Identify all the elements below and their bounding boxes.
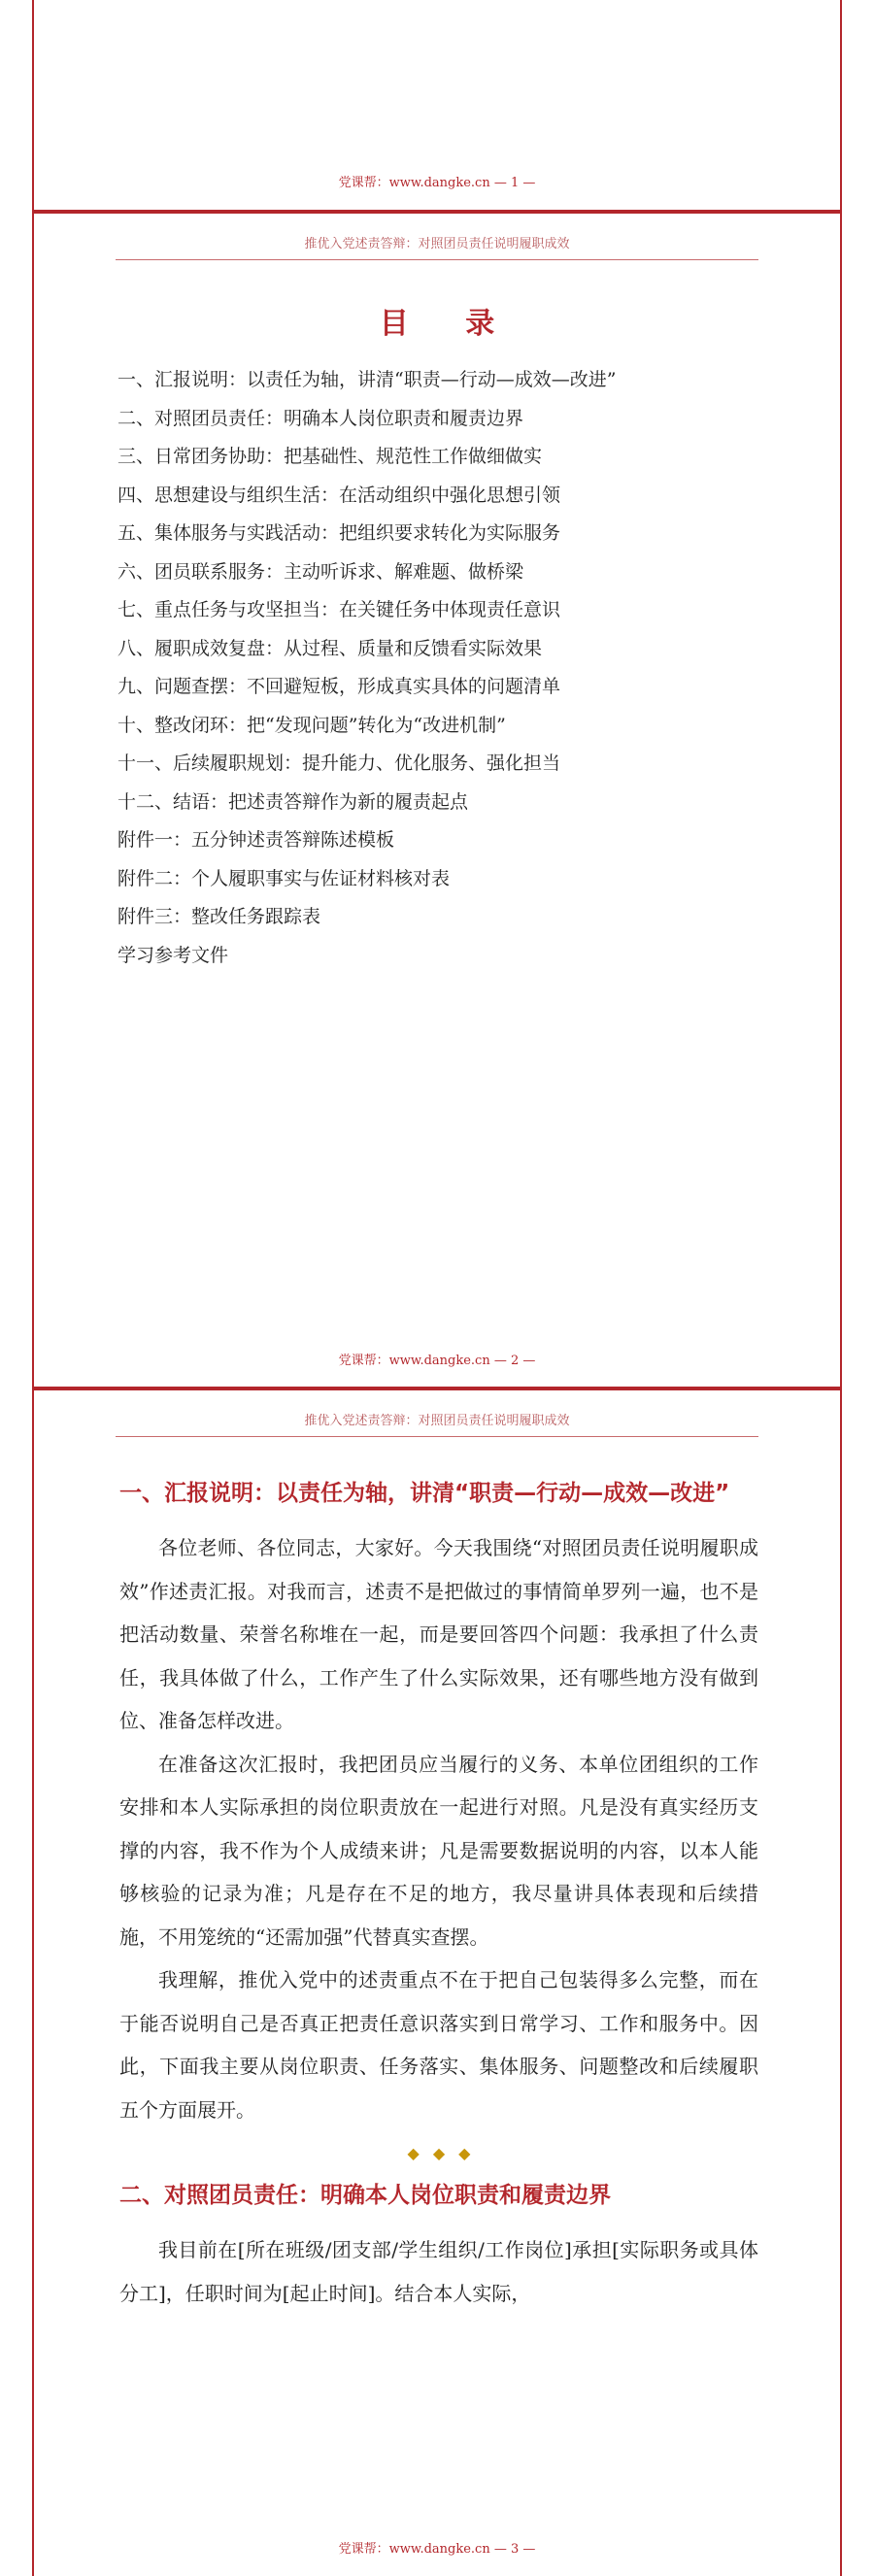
toc-item[interactable]: 十二、结语：把述责答辩作为新的履责起点: [118, 790, 469, 813]
toc-list: [118, 361, 616, 975]
page-content: [119, 1466, 758, 2315]
running-header: 推优入党述责答辩：对照团员责任说明履职成效: [116, 1410, 758, 1437]
toc-item[interactable]: 六、团员联系服务：主动听诉求、解难题、做桥梁: [118, 560, 524, 583]
toc-title: 目 录: [379, 307, 519, 341]
toc-item[interactable]: 三、日常团务协助：把基础性、规范性工作做细做实: [118, 446, 543, 467]
body-paragraph: 在准备这次汇报时，我把团员应当履行的义务、本单位团组织的工作安排和本人实际承担的岗位职责放在一起进行对照。凡是没有真实经历支撑的内容，我不作为个人成绩来讲；凡是需要数据说明的内容，以本人能够核验的记录为准；凡是存在不足的地方，我尽量讲具体表现和后续措施，不用笼统的“还需加强”代替真实查摆。: [119, 1752, 758, 1949]
section-heading: 二、对照团员责任：明确本人岗位职责和履责边界: [119, 2183, 611, 2208]
toc-item[interactable]: 附件一：五分钟述责答辩陈述模板: [118, 829, 395, 851]
toc-item[interactable]: 十、整改闭环：把“发现问题”转化为“改进机制”: [118, 714, 506, 736]
page-1: [32, 0, 842, 212]
toc-item[interactable]: 附件三：整改任务跟踪表: [118, 906, 321, 927]
page-footer: 党课帮：www.dangke.cn — 2 —: [338, 1354, 536, 1368]
toc-item[interactable]: 学习参考文件: [118, 944, 229, 966]
section-heading: 一、汇报说明：以责任为轴，讲清“职责—行动—成效—改进”: [119, 1481, 730, 1506]
running-header: 推优入党述责答辩：对照团员责任说明履职成效: [116, 233, 758, 260]
toc-item[interactable]: 一、汇报说明：以责任为轴，讲清“职责—行动—成效—改进”: [118, 369, 617, 390]
toc-item[interactable]: 二、对照团员责任：明确本人岗位职责和履责边界: [118, 407, 524, 429]
toc-item[interactable]: 五、集体服务与实践活动：把组织要求转化为实际服务: [118, 522, 561, 544]
toc-item[interactable]: 附件二：个人履职事实与佐证材料核对表: [118, 867, 451, 889]
body-paragraph: 我目前在[所在班级/团支部/学生组织/工作岗位]承担[实际职务或具体分工]，任职时间为[起止时间]。结合本人实际，: [119, 2238, 758, 2305]
section-divider: ◆◆◆: [407, 2144, 485, 2162]
toc-item[interactable]: 十一、后续履职规划：提升能力、优化服务、强化担当: [118, 753, 561, 774]
page-2: [32, 212, 842, 1388]
body-paragraph: 我理解，推优入党中的述责重点不在于把自己包装得多么完整，而在于能否说明自己是否真正把责任意识落实到日常学习、工作和服务中。因此，下面我主要从岗位职责、任务落实、集体服务、问题整改和后续履职五个方面展开。: [119, 1968, 758, 2122]
page-3: [32, 1388, 842, 2576]
page-footer: 党课帮：www.dangke.cn — 1 —: [338, 176, 536, 190]
body-paragraph: 各位老师、各位同志，大家好。今天我围绕“对照团员责任说明履职成效”作述责汇报。对我而言，述责不是把做过的事情简单罗列一遍，也不是把活动数量、荣誉名称堆在一起，而是要回答四个问题：我承担了什么责任，我具体做了什么，工作产生了什么实际效果，还有哪些地方没有做到位、准备怎样改进。: [119, 1536, 758, 1732]
toc-item[interactable]: 八、履职成效复盘：从过程、质量和反馈看实际效果: [118, 637, 543, 659]
toc-item[interactable]: 四、思想建设与组织生活：在活动组织中强化思想引领: [118, 484, 561, 506]
page-footer: 党课帮：www.dangke.cn — 3 —: [338, 2542, 536, 2557]
toc-item[interactable]: 七、重点任务与攻坚担当：在关键任务中体现责任意识: [118, 599, 561, 620]
toc-item[interactable]: 九、问题查摆：不回避短板，形成真实具体的问题清单: [118, 676, 561, 697]
